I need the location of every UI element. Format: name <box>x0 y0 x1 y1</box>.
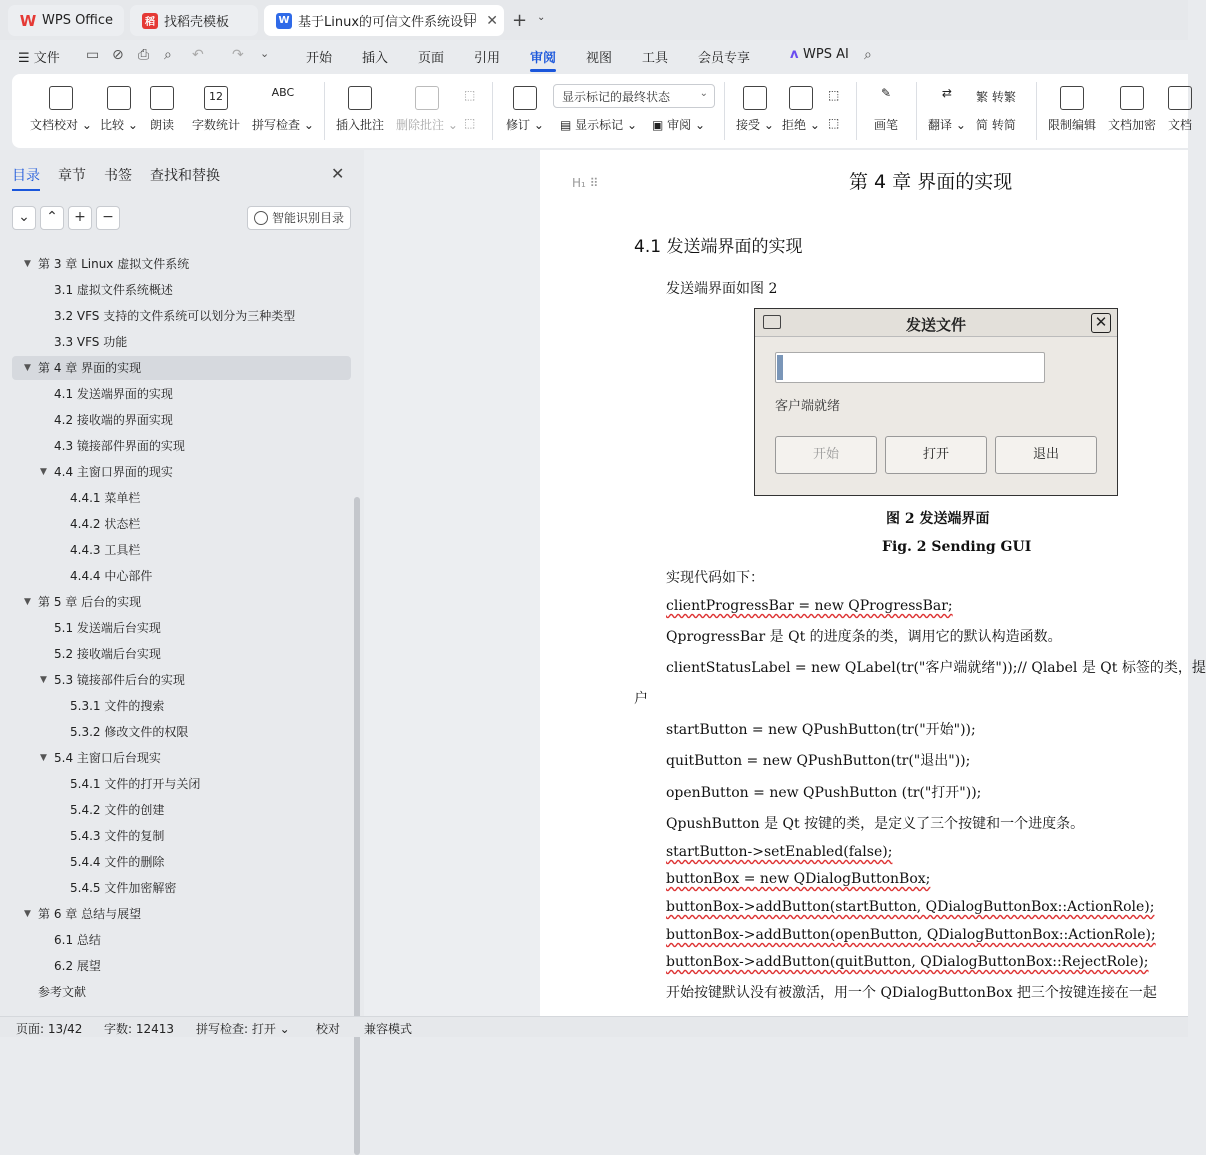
compare-button[interactable]: 比较 ⌄ <box>100 86 138 133</box>
page-indicator[interactable]: 页面: 13/42 <box>16 1022 83 1036</box>
toc-item-label: 3.1 虚拟文件系统概述 <box>54 283 173 297</box>
menu-wps-ai[interactable]: ʌ WPS AI <box>790 47 849 62</box>
expand-arrow-icon[interactable]: ▼ <box>24 909 31 919</box>
figure-caption-en: Fig. 2 Sending GUI <box>882 539 1032 555</box>
dialog-title: 发送文件 <box>905 316 966 334</box>
review-pane-button[interactable]: ▣ 审阅 ⌄ <box>652 118 706 132</box>
expand-arrow-icon[interactable]: ▼ <box>40 675 47 685</box>
new-tab-icon[interactable]: + <box>512 10 528 31</box>
markup-icon: ▤ <box>560 118 576 132</box>
tab-toc[interactable]: 目录 <box>12 165 40 185</box>
read-aloud-button[interactable]: 朗读 <box>150 86 174 133</box>
menu-insert[interactable]: 插入 <box>362 51 389 66</box>
reject-button[interactable]: 拒绝 ⌄ <box>782 86 820 133</box>
toc-item-label: 5.4.2 文件的创建 <box>70 803 165 817</box>
toc-item-label: 6.2 展望 <box>54 959 101 973</box>
menu-file[interactable]: ☰ 文件 <box>18 51 60 66</box>
ribbon-separator <box>916 82 917 140</box>
pen-button[interactable]: ✎ 画笔 <box>874 86 899 132</box>
toc-item-label: 5.4.3 文件的复制 <box>70 829 165 843</box>
to-simplified-button[interactable]: 简 转简 <box>976 118 1016 132</box>
tab-find-replace[interactable]: 查找和替换 <box>150 168 220 184</box>
paragraph: 户 <box>634 691 648 707</box>
toc-item-label: 参考文献 <box>38 985 87 999</box>
show-markup-button[interactable]: ▤ 显示标记 ⌄ <box>560 118 638 132</box>
toc-item[interactable] <box>0 720 350 744</box>
menu-start[interactable]: 开始 <box>306 51 333 66</box>
toc-item-label: 5.3.2 修改文件的权限 <box>70 725 189 739</box>
toc-item-label: 5.3 镜接部件后台的实现 <box>54 673 185 687</box>
status-label: 客户端就绪 <box>775 399 841 414</box>
paragraph: QpushButton 是 Qt 按键的类，是定义了三个按键和一个进度条。 <box>666 816 1085 832</box>
code-line: buttonBox = new QDialogButtonBox; <box>666 871 931 887</box>
tab-docer[interactable] <box>130 5 258 36</box>
translate-icon: ⇄ <box>941 86 952 100</box>
toc-item-label: 5.3.1 文件的搜索 <box>70 699 165 713</box>
ribbon-separator <box>856 82 857 140</box>
toc-item[interactable] <box>0 694 350 718</box>
code-line: clientProgressBar = new QProgressBar; <box>666 598 953 614</box>
toc-item[interactable] <box>0 824 350 848</box>
reject-icon <box>789 86 813 110</box>
toc-item[interactable] <box>0 252 350 276</box>
toc-item-label: 5.2 接收端后台实现 <box>54 647 161 661</box>
toc-item-label: 3.3 VFS 功能 <box>54 335 128 349</box>
toc-item[interactable] <box>0 590 350 614</box>
remove-heading-button[interactable]: − <box>96 206 120 230</box>
to-traditional-button[interactable]: 繁 转繁 <box>976 90 1016 104</box>
chevron-down-icon[interactable]: ⌄ <box>537 12 546 23</box>
read-aloud-icon <box>150 86 174 110</box>
insert-comment-button[interactable]: 插入批注 <box>336 86 384 133</box>
comment-add-icon <box>348 86 372 110</box>
toc-item[interactable] <box>0 434 350 458</box>
pen-icon: ✎ <box>880 86 892 100</box>
code-line: buttonBox->addButton(openButton, QDialogButtonBox::ActionRole); <box>666 927 1156 943</box>
wps-icon: W <box>19 11 37 30</box>
toc-item-label: 第 5 章 后台的实现 <box>38 595 142 609</box>
word-count-icon: 12 <box>204 86 228 110</box>
word-count[interactable]: 字数: 12413 <box>104 1022 175 1036</box>
toc-item-label: 4.1 发送端界面的实现 <box>54 387 173 401</box>
permission-doc-icon <box>1168 86 1192 110</box>
menu-review[interactable]: 审阅 <box>530 47 556 66</box>
toc-item[interactable] <box>0 954 350 978</box>
toc-item[interactable] <box>0 850 350 874</box>
search-icon[interactable]: ⌕ <box>864 47 872 63</box>
tab-wps-office[interactable] <box>8 5 124 36</box>
toc-item-label: 第 6 章 总结与展望 <box>38 907 142 921</box>
toc-item[interactable] <box>0 928 350 952</box>
dialog-titlebar <box>755 309 1117 337</box>
share-icon[interactable]: ⊘ <box>112 47 124 63</box>
previous-change-icon[interactable]: ⬚ <box>828 88 840 102</box>
toc-item-label: 5.4.4 文件的删除 <box>70 855 165 869</box>
docer-icon: 稻 <box>142 13 158 29</box>
toc-item-label: 4.4.3 工具栏 <box>70 543 141 557</box>
tab-bookmarks[interactable]: 书签 <box>104 168 132 184</box>
undo-icon[interactable]: ↶ <box>192 47 204 63</box>
toc-item[interactable] <box>0 616 350 640</box>
code-line: startButton->setEnabled(false); <box>666 844 893 860</box>
collapse-all-button[interactable]: ⌄ <box>12 206 36 230</box>
toc-item-label: 4.4 主窗口界面的现实 <box>54 465 173 479</box>
markup-mode-select[interactable]: 显示标记的最终状态 ⌄ <box>553 84 715 108</box>
progress-fill <box>777 355 783 380</box>
chapter-title: 第 4 章 界面的实现 <box>849 171 1013 193</box>
tab-label: 基于Linux的可信文件系统设计 <box>298 15 477 30</box>
paragraph: 开始按键默认没有被激活，用一个 QDialogButtonBox 把三个按键连接在一起 <box>666 985 1157 1001</box>
close-icon: ✕ <box>1091 313 1111 333</box>
scrollbar[interactable] <box>354 497 360 1155</box>
next-comment-icon[interactable]: ⬚ <box>464 116 476 130</box>
smart-toc-button[interactable]: 智能识别目录 <box>247 206 351 230</box>
toc-item[interactable] <box>0 564 350 588</box>
ribbon-separator <box>1036 82 1037 140</box>
menu-page[interactable]: 页面 <box>418 51 445 66</box>
section-title: 4.1 发送端界面的实现 <box>634 237 803 257</box>
toc-item[interactable] <box>0 980 350 1004</box>
toc-item-label: 4.3 镜接部件界面的实现 <box>54 439 185 453</box>
progress-bar <box>775 352 1045 383</box>
simplified-icon: 简 <box>976 118 992 132</box>
tab-label: 找稻壳模板 <box>164 15 230 30</box>
expand-arrow-icon[interactable]: ▼ <box>24 259 31 269</box>
toc-item-label: 4.4.4 中心部件 <box>70 569 153 583</box>
code-line: openButton = new QPushButton (tr("打开")); <box>666 785 982 801</box>
toc-item[interactable] <box>0 642 350 666</box>
code-line: quitButton = new QPushButton(tr("退出")); <box>666 753 971 769</box>
proofread-button[interactable]: 文档校对 ⌄ <box>30 86 92 133</box>
comment-delete-icon <box>415 86 439 110</box>
lock-doc-icon <box>1060 86 1084 110</box>
compare-icon <box>107 86 131 110</box>
status-bar <box>0 1016 1188 1037</box>
toc-item[interactable] <box>0 772 350 796</box>
encrypt-document-button[interactable]: 文档加密 <box>1108 86 1156 133</box>
spell-check-status[interactable]: 拼写检查: 打开 ⌄ <box>196 1022 290 1036</box>
start-button: 开始 <box>775 436 877 474</box>
toc-item[interactable] <box>0 486 350 510</box>
toc-item[interactable] <box>0 512 350 536</box>
previous-comment-icon[interactable]: ⬚ <box>464 88 476 102</box>
open-button: 打开 <box>885 436 987 474</box>
toc-item[interactable] <box>0 278 350 302</box>
toc-item[interactable] <box>0 902 350 926</box>
toc-item[interactable] <box>0 382 350 406</box>
close-icon[interactable]: ✕ <box>331 164 345 183</box>
toc-item-label: 5.1 发送端后台实现 <box>54 621 161 635</box>
expand-arrow-icon[interactable]: ▼ <box>40 467 47 477</box>
accept-button[interactable]: 接受 ⌄ <box>736 86 774 133</box>
expand-arrow-icon[interactable]: ▼ <box>40 753 47 763</box>
tab-label: WPS Office <box>42 13 114 28</box>
add-heading-button[interactable]: + <box>68 206 92 230</box>
heading-handle-icon[interactable]: H₁ ⠿ <box>572 176 599 190</box>
expand-arrow-icon[interactable]: ▼ <box>24 597 31 607</box>
ribbon-separator <box>492 82 493 140</box>
menu-bar <box>0 40 1188 72</box>
menu-view[interactable]: 视图 <box>586 51 613 66</box>
figure-send-dialog <box>754 308 1118 496</box>
save-icon[interactable]: ▭ <box>86 47 100 63</box>
toc-item[interactable] <box>0 746 350 770</box>
toc-item[interactable] <box>0 798 350 822</box>
compat-mode: 兼容模式 <box>364 1022 413 1036</box>
menu-tools[interactable]: 工具 <box>642 51 669 66</box>
proofread-status[interactable]: 校对 <box>316 1022 341 1036</box>
toc-item-label: 5.4.1 文件的打开与关闭 <box>70 777 201 791</box>
toc-item-label: 5.4 主窗口后台现实 <box>54 751 161 765</box>
redo-icon[interactable]: ↷ <box>232 47 244 63</box>
traditional-icon: 繁 <box>976 90 992 104</box>
toc-item-label: 4.4.2 状态栏 <box>70 517 141 531</box>
ribbon-separator <box>724 82 725 140</box>
paragraph: QprogressBar 是 Qt 的进度条的类，调用它的默认构造函数。 <box>666 629 1062 645</box>
toc-item-label: 4.2 接收端的界面实现 <box>54 413 173 427</box>
toc-item[interactable] <box>0 460 350 484</box>
navigation-panel <box>0 150 364 1016</box>
toc-item-label: 6.1 总结 <box>54 933 101 947</box>
toc-item[interactable] <box>0 304 350 328</box>
paragraph: 实现代码如下： <box>666 570 764 586</box>
toc-item-label: 5.4.5 文件加密解密 <box>70 881 177 895</box>
spell-check-icon: ABC <box>271 86 295 99</box>
code-line: buttonBox->addButton(startButton, QDialogButtonBox::ActionRole); <box>666 899 1155 915</box>
spell-check-button[interactable]: ABC 拼写检查 ⌄ <box>252 86 314 132</box>
toc-item[interactable] <box>0 876 350 900</box>
review-pane-icon: ▣ <box>652 118 668 132</box>
chevron-down-icon[interactable]: ⌄ <box>260 47 270 60</box>
ribbon-toolbar <box>12 74 1193 148</box>
delete-comment-button[interactable]: 删除批注 ⌄ <box>396 86 458 133</box>
writer-icon: W <box>276 13 292 29</box>
figure-caption-cn: 图 2 发送端界面 <box>886 511 990 527</box>
menu-reference[interactable]: 引用 <box>474 51 501 66</box>
toc-item[interactable] <box>12 356 351 380</box>
toc-item-label: 4.4.1 菜单栏 <box>70 491 141 505</box>
toc-item-label: 第 3 章 Linux 虚拟文件系统 <box>38 257 190 271</box>
tab-chapters[interactable]: 章节 <box>58 168 86 184</box>
restrict-editing-button[interactable]: 限制编辑 <box>1048 86 1096 133</box>
translate-button[interactable]: ⇄ 翻译 ⌄ <box>928 86 966 132</box>
menu-icon: ☰ <box>18 51 34 66</box>
document-permission-button[interactable]: 文档 <box>1168 86 1192 133</box>
tab-bar <box>0 0 1188 40</box>
accept-icon <box>743 86 767 110</box>
toc-item-label: 3.2 VFS 支持的文件系统可以划分为三种类型 <box>54 309 296 323</box>
code-line: clientStatusLabel = new QLabel(tr("客户端就绪"));// Qlabel 是 Qt 标签的类，提 <box>666 660 1206 676</box>
tab-document[interactable] <box>264 5 504 36</box>
expand-up-button[interactable]: ⌃ <box>40 206 64 230</box>
proofread-icon <box>49 86 73 110</box>
toc-item[interactable] <box>0 538 350 562</box>
close-tab-icon[interactable]: ✕ <box>486 13 498 29</box>
quit-button: 退出 <box>995 436 1097 474</box>
wps-ai-icon: ʌ <box>790 47 803 62</box>
page-margin-area <box>364 150 540 1016</box>
document-page[interactable] <box>540 150 1206 1016</box>
track-changes-icon <box>513 86 537 110</box>
toc-item[interactable] <box>0 408 350 432</box>
ribbon-separator <box>324 82 325 140</box>
toc-item[interactable] <box>0 668 350 692</box>
next-change-icon[interactable]: ⬚ <box>828 116 840 130</box>
preview-icon[interactable]: ⌕ <box>164 47 172 63</box>
code-line: buttonBox->addButton(quitButton, QDialogButtonBox::RejectRole); <box>666 954 1149 970</box>
word-count-button[interactable]: 12 字数统计 <box>192 86 240 133</box>
encrypt-doc-icon <box>1120 86 1144 110</box>
toc-item-label: 第 4 章 界面的实现 <box>38 361 142 375</box>
track-changes-button[interactable]: 修订 ⌄ <box>506 86 544 133</box>
print-icon[interactable]: ⎙ <box>138 47 150 63</box>
chevron-down-icon: ⌄ <box>699 88 708 99</box>
code-line: startButton = new QPushButton(tr("开始")); <box>666 722 976 738</box>
menu-membership[interactable]: 会员专享 <box>698 51 751 66</box>
toc-item[interactable] <box>0 330 350 354</box>
monitor-icon <box>464 13 476 23</box>
paragraph: 发送端界面如图 2 <box>666 281 778 297</box>
expand-arrow-icon[interactable]: ▼ <box>24 363 31 373</box>
